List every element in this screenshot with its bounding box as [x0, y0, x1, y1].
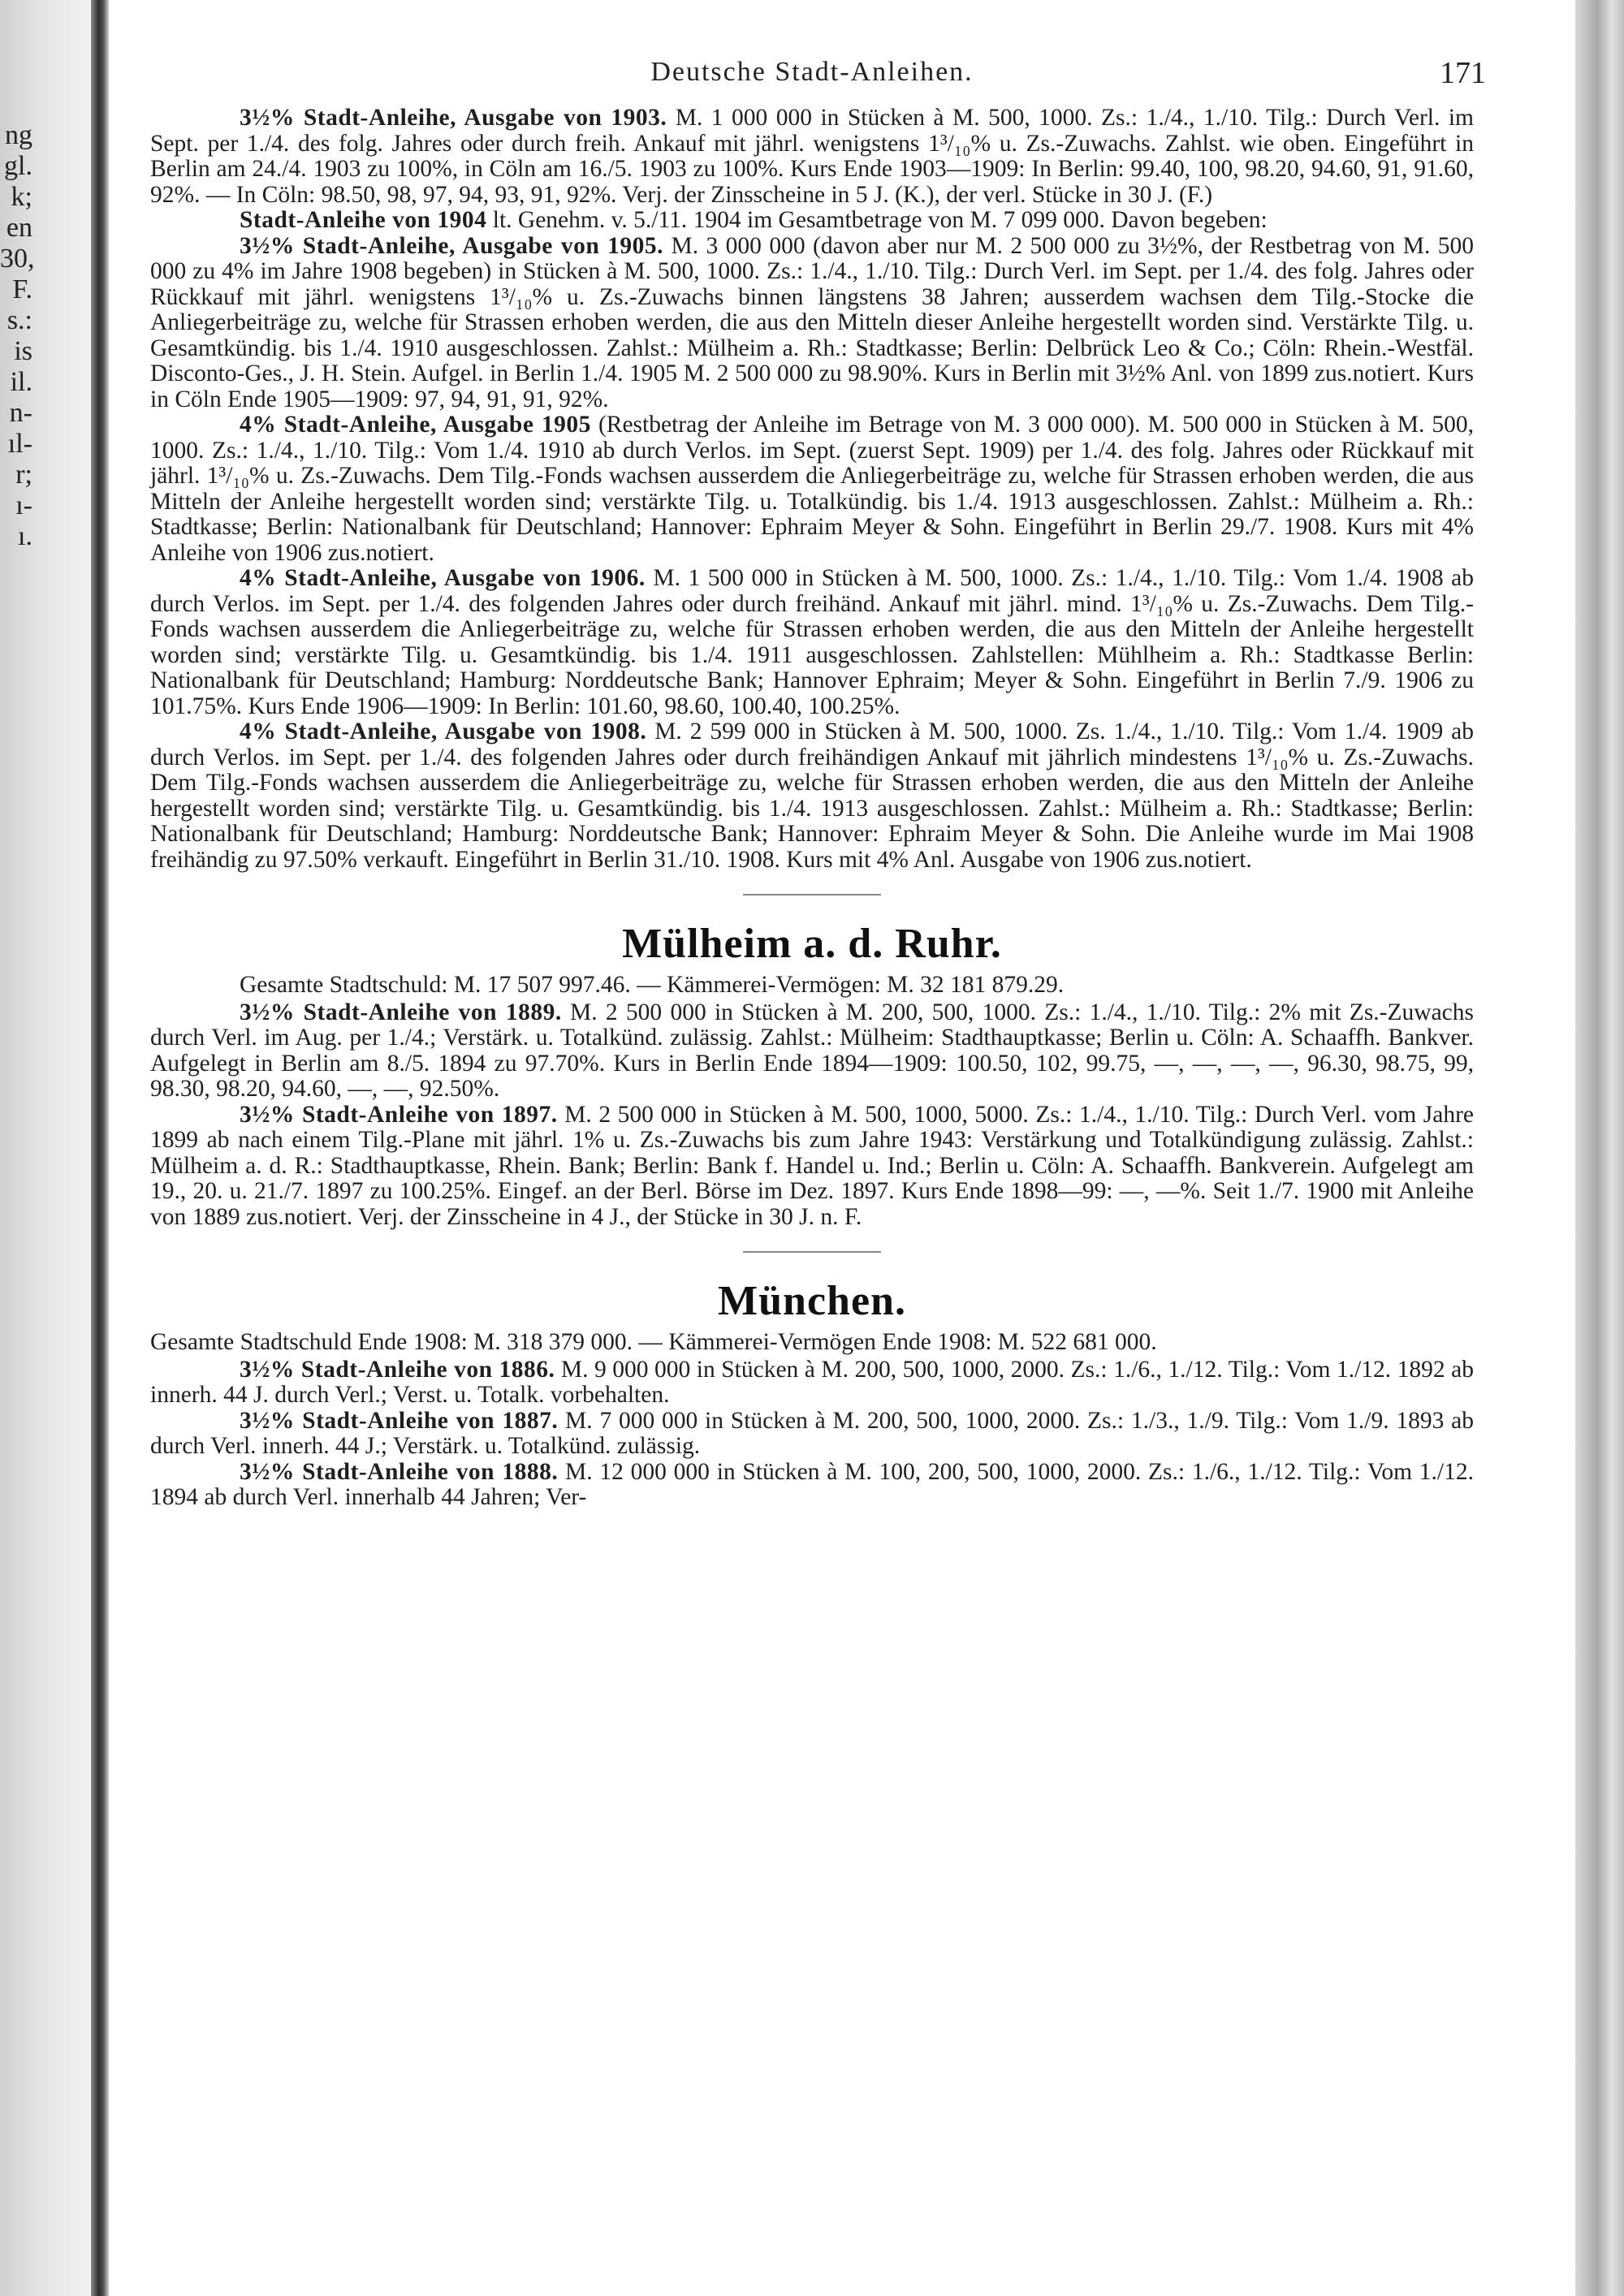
running-head — [150, 49, 1486, 106]
city-heading-muelheim: Mülheim a. d. Ruhr. — [622, 921, 1002, 967]
fragment: n- — [9, 398, 32, 428]
loan-heading: 3½% Stadt-Anleihe von 1889. — [240, 999, 562, 1025]
section-divider — [743, 894, 881, 896]
loan-heading: 3½% Stadt-Anleihe von 1887. — [240, 1407, 559, 1434]
loan-entry — [150, 234, 1474, 413]
loan-heading: 4% Stadt-Anleihe, Ausgabe 1905 — [240, 412, 591, 438]
fragment: F. — [12, 274, 32, 304]
loan-entry — [150, 412, 1474, 566]
loan-entry — [150, 1357, 1474, 1409]
fragment: k; — [11, 182, 32, 212]
loan-heading: Stadt-Anleihe von 1904 — [240, 207, 487, 233]
loan-text: (Restbetrag der Anleihe im Betrage von M. 3 000 000). M. 500 000 in Stücken à M. 500, 1000. Zs.: 1./4., 1./10. Tilg.: Vom 1./4. 1910 ab durch Verlos. im Sept. (zuerst Sept. 1909) per 1./4. des folg. Jahres oder Rückkauf mit jährl. 1³/₁₀% u. Zs.-Zuwachs. Dem Tilg.-Fonds wachsen ausserdem die Anliegerbeiträge zu, welche für Strassen erhoben werden, die aus Mitteln der Anleihe hergestellt worden sind; verstärkte Tilg. u. Totalkündig. bis 1./4. 1913 ausgeschlossen. Zahlst.: Mülheim a. Rh.: Stadtkasse; Berlin: Nationalbank für Deutschland; Hannover: Ephraim Meyer & Sohn. Eingeführt in Berlin 29./7. 1908. Kurs mit 4% Anleihe von 1906 zus.notiert. — [150, 412, 1475, 566]
city-heading-muenchen: München. — [718, 1278, 906, 1324]
loan-text: M. 2 500 000 in Stücken à M. 500, 1000, 5000. Zs.: 1./4., 1./10. Tilg.: Durch Verl. vom Jahre 1899 ab nach einem Tilg.-Plane mit jährl. 1% u. Zs.-Zuwachs bis zum Jahre 1943: Verstärkung und Totalkündigung zulässig. Zahlst.: Mülheim a. d. R.: Stadthauptkasse, Rhein. Bank; Berlin: Bank f. Handel u. Ind.; Berlin u. Cöln: A. Schaaffh. Bankverein. Aufgelegt am 19., 20. u. 21./7. 1897 zu 100.25%. Eingef. an der Berl. Börse im Dez. 1897. Kurs Ende 1898—99: —, —%. Seit 1./7. 1900 mit Anleihe von 1889 zus.notiert. Verj. der Zinsscheine in 4 J., der Stücke in 30 J. n. F. — [150, 1101, 1475, 1230]
loan-heading: 3½% Stadt-Anleihe von 1888. — [240, 1458, 559, 1485]
page-number: 171 — [1440, 56, 1486, 90]
loan-text: M. 12 000 000 in Stücken à M. 100, 200, 500, 1000, 2000. Zs.: 1./6., 1./12. Tilg.: Vom 1./12. 1894 ab durch Verl. innerhalb 44 Jahren; Ver- — [150, 1458, 1474, 1510]
loan-entry — [150, 1460, 1474, 1511]
book-page — [150, 49, 1486, 2257]
loan-entry — [150, 106, 1474, 208]
loan-entry — [150, 1103, 1474, 1231]
loan-entry — [150, 1000, 1474, 1103]
fragment: ıl- — [7, 429, 32, 459]
loan-text: M. 2 599 000 in Stücken à M. 500, 1000. Zs. 1./4., 1./10. Tilg.: Vom 1./4. 1909 ab durch Verlos. im Sept. per 1./4. des folgenden Jahres oder durch freihändigen Ankauf mit jährlich mindestens 1³/₁₀% u. Zs.-Zuwachs. Dem Tilg.-Fonds wachsen ausserdem die Anliegerbeiträge zu, welche für Strassen erhoben werden, die aus den Mitteln der Anleihe hergestellt worden sind; verstärkte Tilg. u. Gesamtkündig. bis 1./4. 1913 ausgeschlossen. Zahlst.: Mülheim a. Rh.: Stadtkasse; Berlin: Nationalbank für Deutschland; Hamburg: Norddeutsche Bank; Hannover: Ephraim Meyer & Sohn. Die Anleihe wurde im Mai 1908 freihändig zu 97.50% verkauft. Eingeführt in Berlin 31./10. 1908. Kurs mit 4% Anl. Ausgabe von 1906 zus.notiert. — [150, 719, 1475, 873]
loan-heading: 4% Stadt-Anleihe, Ausgabe von 1906. — [240, 565, 646, 591]
loan-text: M. 1 000 000 in Stücken à M. 500, 1000. Zs.: 1./4., 1./10. Tilg.: Durch Verl. im Sept. per 1./4. des folg. Jahres oder durch freih. Ankauf mit jährl. wenigstens 1³/₁₀% u. Zs.-Zuwachs. Zahlst. wie oben. Eingeführt in Berlin am 24./4. 1903 zu 100%, in Cöln am 16./5. 1903 zu 100%. Kurs Ende 1903—1909: In Berlin: 99.40, 100, 98.20, 94.60, 91, 91.60, 92%. — In Cöln: 98.50, 98, 97, 94, 93, 91, 92%. Verj. der Zinsscheine in 5 J. (K.), der verl. Stücke in 30 J. (F.) — [150, 105, 1474, 208]
book-binding-edge — [91, 0, 109, 2296]
loan-heading: 3½% Stadt-Anleihe, Ausgabe von 1903. — [240, 105, 667, 131]
loan-entry — [150, 1409, 1474, 1460]
fragment: is — [14, 336, 32, 366]
loan-entry — [150, 566, 1474, 719]
loan-heading: 4% Stadt-Anleihe, Ausgabe von 1908. — [240, 719, 647, 744]
fragment: en — [6, 213, 32, 243]
loan-text: M. 1 500 000 in Stücken à M. 500, 1000. Zs.: 1./4., 1./10. Tilg.: Vom 1./4. 1908 ab durch Verlos. im Sept. per 1./4. des folgenden Jahres oder durch freihänd. Ankauf mit jährl. mind. 1³/₁₀% u. Zs.-Zuwachs. Dem Tilg.-Fonds wachsen ausserdem die Anliegerbeiträge zu, welche für Strassen erhoben werden, die aus den Mitteln der Anleihe hergestellt worden sind; verstärkte Tilg. u. Gesamtkündig. bis 1./4. 1911 ausgeschlossen. Zahlstellen: Mühlheim a. Rh.: Stadtkasse Berlin: Nationalbank für Deutschland; Hamburg: Norddeutsche Bank; Hannover Ephraim; Meyer & Sohn. Eingeführt in Berlin 7./9. 1906 zu 101.75%. Kurs Ende 1906—1909: In Berlin: 101.60, 98.60, 100.40, 100.25%. — [150, 565, 1475, 719]
fragment: il. — [10, 367, 32, 397]
loan-text: lt. Genehm. v. 5./11. 1904 im Gesamtbetrage von M. 7 099 000. Davon begeben: — [492, 207, 1268, 233]
city-debt-summary: Gesamte Stadtschuld: M. 17 507 997.46. — Kämmerei-Vermögen: M. 32 181 879.29. — [240, 972, 1065, 998]
city-debt-summary: Gesamte Stadtschuld Ende 1908: M. 318 379 000. — Kämmerei-Vermögen Ende 1908: M. 522 681 000. — [150, 1329, 1157, 1355]
fragment: r; — [15, 460, 32, 490]
scan-right-margin — [1575, 0, 1624, 2296]
fragment: gl. — [4, 151, 32, 181]
fragment: ı- — [15, 490, 32, 520]
loan-entry — [150, 208, 1474, 234]
loan-heading: 3½% Stadt-Anleihe von 1897. — [240, 1101, 558, 1128]
loan-text: M. 9 000 000 in Stücken à M. 200, 500, 1000, 2000. Zs.: 1./6., 1./12. Tilg.: Vom 1./12. 1892 ab innerh. 44 J. durch Verl.; Verst. u. Totalk. vorbehalten. — [150, 1356, 1475, 1408]
facing-page-text-fragments — [0, 120, 35, 552]
loan-text: M. 7 000 000 in Stücken à M. 200, 500, 1000, 2000. Zs.: 1./3., 1./9. Tilg.: Vom 1./9. 1893 ab durch Verl. innerh. 44 J.; Verstärk. u. Totalkünd. zulässig. — [150, 1407, 1475, 1459]
loan-text: M. 2 500 000 in Stücken à M. 200, 500, 1000. Zs.: 1./4., 1./10. Tilg.: 2% mit Zs.-Zuwachs durch Verl. im Aug. per 1./4.; Verstärk. u. Totalkünd. zulässig. Zahlst.: Mülheim: Stadthauptkasse; Berlin u. Cöln: A. Schaaffh. Bankver. Aufgelegt in Berlin am 8./5. 1894 zu 97.70%. Kurs in Berlin Ende 1894—1909: 100.50, 102, 99.75, —, —, —, —, 96.30, 98.75, 99, 98.30, 98.20, 94.60, —, —, 92.50%. — [150, 999, 1475, 1102]
running-title: Deutsche Stadt-Anleihen. — [650, 57, 974, 87]
fragment: ı. — [18, 521, 32, 551]
loan-heading: 3½% Stadt-Anleihe von 1886. — [240, 1356, 555, 1383]
section-divider — [743, 1251, 881, 1253]
loan-heading: 3½% Stadt-Anleihe, Ausgabe von 1905. — [240, 232, 664, 259]
fragment: 30, — [0, 244, 35, 274]
loan-text: M. 3 000 000 (davon aber nur M. 2 500 000 zu 3½%, der Restbetrag von M. 500 000 zu 4% im Jahre 1908 begeben) in Stücken à M. 500, 1000. Zs.: 1./4., 1./10. Tilg.: Durch Verl. im Sept. per 1./4. des folg. Jahres oder Rückkauf mit jährl. wenigstens 1³/₁₀% u. Zs.-Zuwachs binnen längstens 38 Jahren; ausserdem wachsen dem Tilg.-Stocke die Anliegerbeiträge zu, welche für Strassen erhoben werden, die aus den Mitteln dieser Anleihe hergestellt worden sind. Verstärkte Tilg. u. Gesamtkündig. bis 1./4. 1910 ausgeschlossen. Zahlst.: Mülheim a. Rh.: Stadtkasse; Berlin: Delbrück Leo & Co.; Cöln: Rhein.-Westfäl. Disconto-Ges., J. H. Stein. Aufgel. in Berlin 1./4. 1905 M. 2 500 000 zu 98.90%. Kurs in Berlin mit 3½% Anl. von 1899 zus.notiert. Kurs in Cöln Ende 1905—1909: 97, 94, 91, 91, 92%. — [150, 232, 1475, 412]
fragment: ng — [5, 120, 32, 150]
fragment: s.: — [6, 305, 32, 335]
loan-entry — [150, 719, 1474, 873]
